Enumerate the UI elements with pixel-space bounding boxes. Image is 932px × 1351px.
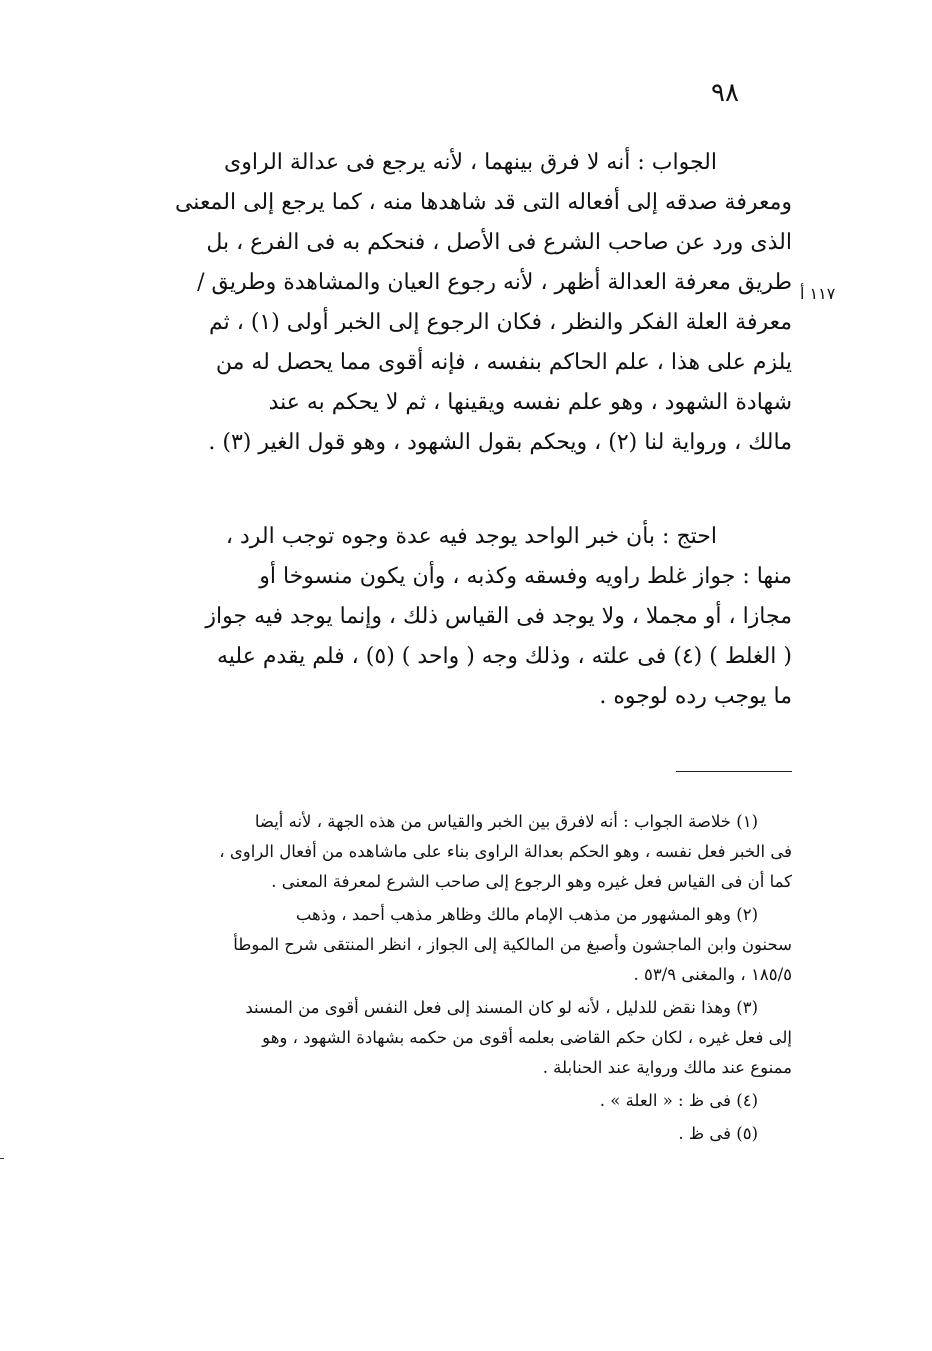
text-line: طريق معرفة العدالة أظهر ، لأنه رجوع العيان والمشاهدة وطريق / bbox=[197, 270, 792, 295]
footnote-line: (٣) وهذا نقض للدليل ، لأنه لو كان المسند إلى فعل النفس أقوى من المسند bbox=[245, 998, 758, 1017]
footnote-separator bbox=[676, 771, 792, 772]
text-line: الذى ورد عن صاحب الشرع فى الأصل ، فنحكم به فى الفرع ، بل bbox=[206, 230, 792, 255]
footnote-4 bbox=[150, 1086, 792, 1116]
footnote-line: إلى فعل غيره ، لكان حكم القاضى بعلمه أقوى من حكمه بشهادة الشهود ، وهو bbox=[262, 1028, 792, 1047]
page-number: ٩٨ bbox=[711, 78, 739, 108]
footnote-line: (٢) وهو المشهور من مذهب الإمام مالك وظاهر مذهب أحمد ، وذهب bbox=[295, 905, 758, 924]
footnote-line: كما أن فى القياس فعل غيره وهو الرجوع إلى صاحب الشرع لمعرفة المعنى . bbox=[271, 872, 792, 891]
text-line: الجواب : أنه لا فرق بينهما ، لأنه يرجع فى عدالة الراوى bbox=[224, 150, 717, 175]
footnote-line: ممنوع عند مالك ورواية عند الحنابلة . bbox=[542, 1058, 792, 1077]
text-line: ( الغلط ) (٤) فى علته ، وذلك وجه ( واحد ) (٥) ، فلم يقدم عليه bbox=[217, 644, 792, 669]
margin-folio-note: ١١٧ أ bbox=[800, 284, 836, 303]
text-line: مجازا ، أو مجملا ، ولا يوجد فى القياس ذلك ، وإنما يوجد فيه جواز bbox=[205, 604, 792, 629]
text-line: ما يوجب رده لوجوه . bbox=[599, 684, 792, 709]
footnote-line: (٤) فى ظ : « العلة » . bbox=[599, 1091, 758, 1110]
text-line: مالك ، ورواية لنا (٢) ، ويحكم بقول الشهود ، وهو قول الغير (٣) . bbox=[208, 430, 792, 455]
footnote-2 bbox=[150, 900, 792, 990]
text-line: احتج : بأن خبر الواحد يوجد فيه عدة وجوه توجب الرد ، bbox=[225, 524, 717, 549]
footnote-line: (١) خلاصة الجواب : أنه لافرق بين الخبر والقياس من هذه الجهة ، لأنه أيضا bbox=[254, 812, 758, 831]
scan-edge-mark bbox=[0, 1158, 4, 1159]
footnote-3 bbox=[150, 993, 792, 1083]
paragraph-argument bbox=[150, 517, 792, 717]
footnote-line: سحنون وابن الماجشون وأصبغ من المالكية إلى الجواز ، انظر المنتقى شرح الموطأ bbox=[233, 935, 792, 954]
text-line: ومعرفة صدقه إلى أفعاله التى قد شاهدها منه ، كما يرجع إلى المعنى bbox=[174, 190, 792, 215]
footnote-5 bbox=[150, 1119, 792, 1149]
paragraph-answer bbox=[150, 143, 792, 463]
text-line: يلزم على هذا ، علم الحاكم بنفسه ، فإنه أقوى مما يحصل له من bbox=[215, 350, 792, 375]
footnote-1 bbox=[150, 807, 792, 897]
text-line: معرفة العلة الفكر والنظر ، فكان الرجوع إلى الخبر أولى (١) ، ثم bbox=[208, 310, 792, 335]
footnote-line: ١٨٥/٥ ، والمغنى ٥٣/٩ . bbox=[633, 965, 792, 984]
footnote-line: فى الخبر فعل نفسه ، وهو الحكم بعدالة الراوى بناء على ماشاهده من أفعال الراوى ، bbox=[219, 842, 792, 861]
text-line: شهادة الشهود ، وهو علم نفسه ويقينها ، ثم لا يحكم به عند bbox=[268, 390, 792, 415]
footnotes bbox=[150, 807, 792, 1149]
text-line: منها : جواز غلط راويه وفسقه وكذبه ، وأن يكون منسوخا أو bbox=[259, 564, 792, 589]
footnote-line: (٥) فى ظ . bbox=[678, 1124, 758, 1143]
